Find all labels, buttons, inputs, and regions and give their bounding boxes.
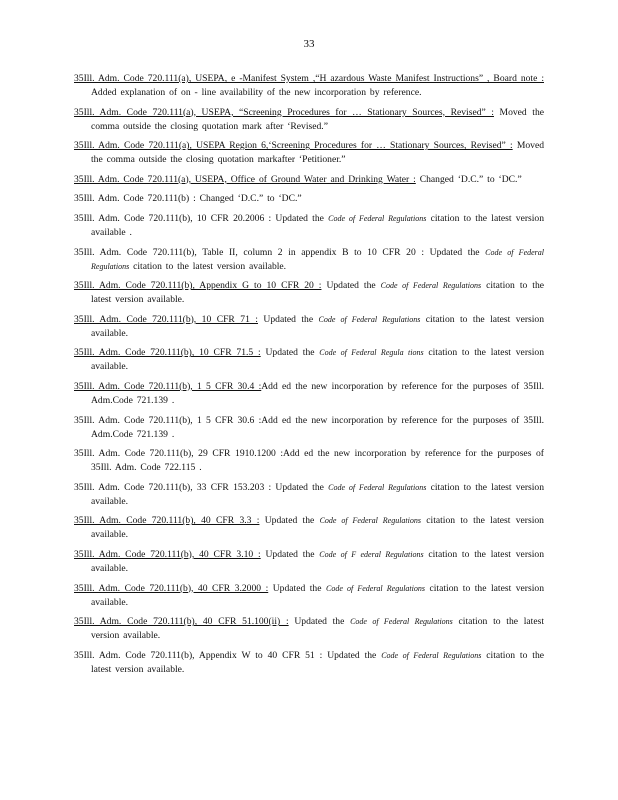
amendment-list bbox=[74, 72, 544, 682]
entry-text: Updated the bbox=[322, 649, 382, 661]
entry-text: Updated the bbox=[271, 212, 329, 224]
entry-citation: 35Ill. Adm. Code 720.111(b), 33 CFR 153.203 : bbox=[74, 481, 272, 493]
entry-text-end: citation to the latest version available. bbox=[91, 280, 545, 306]
entry-text: Updated the bbox=[268, 582, 326, 594]
entry-italic-title: Code of Federal Regulations bbox=[328, 482, 427, 492]
entry-italic-title: Code of F ederal Regulations bbox=[319, 549, 424, 559]
entry-text-end: citation to the latest version available. bbox=[91, 548, 545, 574]
entry-text: Changed ‘D.C.” to ‘DC.” bbox=[415, 173, 522, 185]
entry-citation: 35Ill. Adm. Code 720.111(b), 40 CFR 51.100(ii) : bbox=[74, 616, 289, 628]
entry-citation: 35Ill. Adm. Code 720.111(b), 40 CFR 3.3 : bbox=[74, 515, 260, 527]
entry-italic-title: Code of Federal Regulations bbox=[350, 617, 453, 627]
list-item bbox=[74, 481, 544, 509]
entry-text: Add ed the new incorporation by reference for the purposes of 35Ill. Adm.Code 721.139 . bbox=[91, 414, 545, 440]
entry-citation: 35Ill. Adm. Code 720.111(b), Table II, column 2 in appendix B to 10 CFR 20 : bbox=[74, 246, 425, 258]
list-item bbox=[74, 615, 544, 643]
entry-italic-title: Code of Federal Regulations bbox=[318, 314, 421, 324]
entry-citation: 35Ill. Adm. Code 720.111(a), USEPA Region 6,‘Screening Procedures for … Stationary Sources, Revised” : bbox=[74, 140, 513, 152]
entry-citation: 35Ill. Adm. Code 720.111(b), 1 5 CFR 30.4 : bbox=[74, 380, 262, 392]
entry-text: Moved the comma outside the closing quotation mark after ‘Revised.” bbox=[91, 106, 544, 132]
entry-text-end: citation to the latest version available . bbox=[91, 212, 545, 238]
list-item bbox=[74, 192, 544, 206]
entry-citation: 35Ill. Adm. Code 720.111(b), 10 CFR 20.2006 : bbox=[74, 212, 272, 224]
entry-citation: 35Ill. Adm. Code 720.111(b), Appendix W to 40 CFR 51 : bbox=[74, 649, 323, 661]
list-item bbox=[74, 72, 544, 100]
list-item bbox=[74, 582, 544, 610]
list-item bbox=[74, 279, 544, 307]
entry-text: Updated the bbox=[257, 313, 319, 325]
entry-italic-title: Code of Federal Regulations bbox=[328, 213, 427, 223]
entry-citation: 35Ill. Adm. Code 720.111(b), 1 5 CFR 30.6 : bbox=[74, 414, 262, 426]
entry-text: Updated the bbox=[288, 616, 351, 628]
entry-text: Moved the comma outside the closing quotation markafter ‘Petitioner.” bbox=[91, 140, 545, 166]
entry-text: Updated the bbox=[260, 347, 320, 359]
entry-text-end: citation to the latest version available. bbox=[91, 481, 545, 507]
list-item bbox=[74, 346, 544, 374]
entry-text: Changed ‘D.C.” to ‘DC.” bbox=[195, 193, 302, 205]
list-item bbox=[74, 514, 544, 542]
entry-italic-title: Code of Federal Regula tions bbox=[319, 348, 424, 358]
entry-text: Updated the bbox=[259, 515, 320, 527]
list-item bbox=[74, 380, 544, 408]
entry-text-end: citation to the latest version available. bbox=[91, 313, 545, 339]
list-item bbox=[74, 173, 544, 187]
entry-text-end: citation to the latest version available. bbox=[91, 347, 545, 373]
entry-citation: 35Ill. Adm. Code 720.111(b), 40 CFR 3.10 : bbox=[74, 548, 261, 560]
entry-citation: 35Ill. Adm. Code 720.111(b), 40 CFR 3.2000 : bbox=[74, 582, 269, 594]
entry-text: Updated the bbox=[260, 548, 320, 560]
entry-text-end: citation to the latest version available. bbox=[91, 616, 544, 642]
page-number: 33 bbox=[303, 38, 315, 50]
entry-citation: 35Ill. Adm. Code 720.111(a), USEPA, e -Manifest System ,“H azardous Waste Manifest Instructions” , Board note : bbox=[74, 73, 544, 84]
list-item bbox=[74, 414, 544, 442]
entry-citation: 35Ill. Adm. Code 720.111(b) : bbox=[74, 193, 196, 205]
entry-text-end: citation to the latest version available. bbox=[129, 260, 287, 272]
entry-citation: 35Ill. Adm. Code 720.111(b), 10 CFR 71.5 : bbox=[74, 347, 261, 359]
entry-text-end: citation to the latest version available. bbox=[91, 515, 544, 541]
entry-text-end: citation to the latest version available. bbox=[91, 649, 545, 675]
list-item bbox=[74, 313, 544, 341]
entry-italic-title: Code of Federal Regulations bbox=[326, 583, 425, 593]
entry-text: Updated the bbox=[271, 481, 329, 493]
entry-citation: 35Ill. Adm. Code 720.111(a), USEPA, Office of Ground Water and Drinking Water : bbox=[74, 173, 416, 185]
entry-text-end: citation to the latest version available. bbox=[91, 582, 544, 608]
list-item bbox=[74, 447, 544, 475]
list-item bbox=[74, 212, 544, 240]
entry-text: Updated the bbox=[424, 246, 486, 258]
list-item bbox=[74, 649, 544, 677]
entry-text: Add ed the new incorporation by reference for the purposes of 35Ill. Adm. Code 722.115 . bbox=[91, 448, 544, 474]
entry-italic-title: Code of Federal Regulations bbox=[380, 281, 482, 291]
entry-italic-title: Code of Federal Regulations bbox=[319, 516, 421, 526]
entry-text: Add ed the new incorporation by reference for the purposes of 35Ill. Adm.Code 721.139 . bbox=[91, 380, 545, 406]
entry-citation: 35Ill. Adm. Code 720.111(b), 29 CFR 1910.1200 : bbox=[74, 448, 284, 460]
entry-text: Added explanation of on - line availability of the new incorporation by reference. bbox=[91, 87, 422, 98]
entry-citation: 35Ill. Adm. Code 720.111(b), Appendix G to 10 CFR 20 : bbox=[74, 280, 322, 292]
list-item bbox=[74, 548, 544, 576]
entry-text: Updated the bbox=[321, 280, 381, 292]
list-item bbox=[74, 139, 544, 167]
list-item bbox=[74, 106, 544, 134]
entry-italic-title: Code of Federal Regulations bbox=[91, 247, 545, 271]
entry-citation: 35Ill. Adm. Code 720.111(b), 10 CFR 71 : bbox=[74, 313, 258, 325]
entry-italic-title: Code of Federal Regulations bbox=[381, 650, 482, 660]
entry-citation: 35Ill. Adm. Code 720.111(a), USEPA, “Screening Procedures for … Stationary Sources, Revised” : bbox=[74, 106, 494, 118]
list-item bbox=[74, 246, 544, 274]
